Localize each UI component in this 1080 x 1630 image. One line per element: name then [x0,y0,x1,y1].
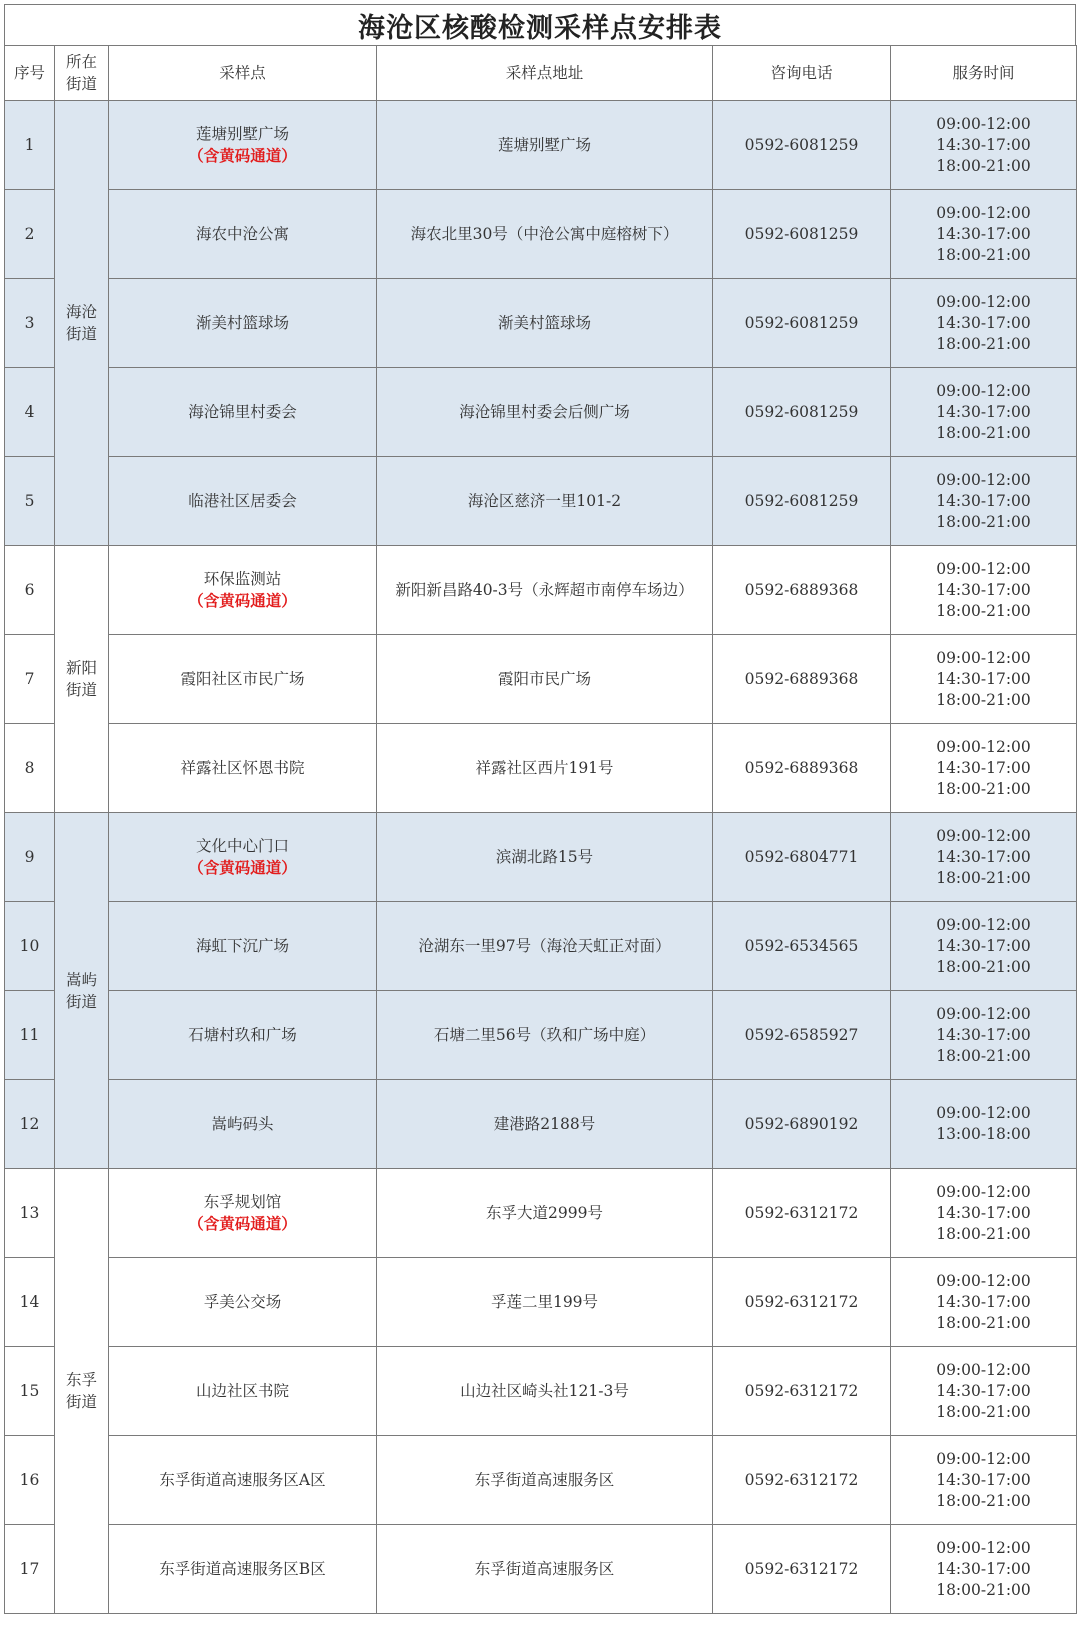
time-slot: 09:00-12:00 [936,292,1031,311]
site-name: 文化中心门口 [195,837,289,855]
row-hours [891,991,1077,1080]
time-slot: 09:00-12:00 [936,1538,1031,1557]
row-seq: 17 [5,1525,55,1614]
time-slot: 18:00-21:00 [936,779,1031,798]
time-slot: 14:30-17:00 [936,491,1031,510]
site-name: 东孚街道高速服务区A区 [159,1470,326,1489]
time-slot: 14:30-17:00 [936,224,1031,243]
row-phone: 0592-6890192 [713,1080,891,1169]
header-address: 采样点地址 [377,46,713,101]
row-site [109,1080,377,1169]
row-site [109,635,377,724]
street-name: 海沧街道 [65,303,97,343]
time-slot: 09:00-12:00 [936,1360,1031,1379]
table-row [5,991,1077,1080]
table-row [5,368,1077,457]
time-slot: 18:00-21:00 [936,1491,1031,1510]
table-row [5,279,1077,368]
time-slot: 09:00-12:00 [936,1182,1031,1201]
row-seq: 2 [5,190,55,279]
time-slot: 09:00-12:00 [936,203,1031,222]
time-slot: 14:30-17:00 [936,402,1031,421]
time-slot: 18:00-21:00 [936,601,1031,620]
row-hours [891,101,1077,190]
table-body [5,101,1077,1614]
row-phone: 0592-6312172 [713,1525,891,1614]
site-name: 海虹下沉广场 [195,936,289,955]
row-address: 祥露社区西片191号 [377,724,713,813]
row-hours [891,724,1077,813]
row-address: 海农北里30号（中沧公寓中庭榕树下） [377,190,713,279]
table-row [5,902,1077,991]
row-phone: 0592-6081259 [713,101,891,190]
row-address: 莲塘别墅广场 [377,101,713,190]
row-address: 渐美村篮球场 [377,279,713,368]
row-address: 霞阳市民广场 [377,635,713,724]
time-slot: 18:00-21:00 [936,1580,1031,1599]
table-row [5,1169,1077,1258]
site-name: 霞阳社区市民广场 [180,669,305,688]
time-slot: 14:30-17:00 [936,847,1031,866]
row-seq: 10 [5,902,55,991]
site-name: 临港社区居委会 [188,491,297,510]
row-seq: 1 [5,101,55,190]
row-seq: 11 [5,991,55,1080]
row-seq: 14 [5,1258,55,1347]
row-address: 沧湖东一里97号（海沧天虹正对面） [377,902,713,991]
row-address: 山边社区崎头社121-3号 [377,1347,713,1436]
header-seq: 序号 [5,46,55,101]
row-address: 东孚大道2999号 [377,1169,713,1258]
row-site [109,190,377,279]
row-hours [891,902,1077,991]
row-address: 东孚街道高速服务区 [377,1436,713,1525]
time-slot: 14:30-17:00 [936,1292,1031,1311]
time-slot: 14:30-17:00 [936,313,1031,332]
row-site [109,1347,377,1436]
row-hours [891,1258,1077,1347]
header-phone: 咨询电话 [713,46,891,101]
time-slot: 09:00-12:00 [936,114,1031,133]
table-row [5,813,1077,902]
time-slot: 09:00-12:00 [936,826,1031,845]
time-slot: 13:00-18:00 [936,1125,1031,1143]
time-slot: 14:30-17:00 [936,936,1031,955]
row-address: 海沧区慈济一里101-2 [377,457,713,546]
row-seq: 16 [5,1436,55,1525]
time-slot: 18:00-21:00 [936,868,1031,887]
yellow-code-badge: （含黄码通道） [188,591,297,610]
table-row [5,101,1077,190]
time-slot: 18:00-21:00 [936,423,1031,442]
table-row [5,1347,1077,1436]
street-name: 嵩屿街道 [65,970,97,1011]
row-phone: 0592-6889368 [713,724,891,813]
row-address: 孚莲二里199号 [377,1258,713,1347]
time-slot: 09:00-12:00 [936,648,1031,667]
row-site [109,368,377,457]
row-phone: 0592-6312172 [713,1436,891,1525]
row-phone: 0592-6312172 [713,1347,891,1436]
row-hours [891,1169,1077,1258]
time-slot: 18:00-21:00 [936,334,1031,353]
row-site [109,813,377,902]
time-slot: 14:30-17:00 [936,1025,1031,1044]
time-slot: 18:00-21:00 [936,1046,1031,1065]
header-hours: 服务时间 [891,46,1077,101]
street-name: 新阳街道 [65,659,97,699]
row-seq: 15 [5,1347,55,1436]
site-name: 莲塘别墅广场 [195,125,289,143]
row-site [109,546,377,635]
site-name: 环保监测站 [203,570,282,588]
row-site [109,902,377,991]
table-row [5,635,1077,724]
yellow-code-badge: （含黄码通道） [188,1214,297,1233]
row-phone: 0592-6081259 [713,368,891,457]
time-slot: 18:00-21:00 [936,245,1031,264]
row-site [109,279,377,368]
row-site [109,1169,377,1258]
site-name: 海沧锦里村委会 [188,402,297,421]
site-name: 东孚规划馆 [203,1193,282,1211]
row-seq: 8 [5,724,55,813]
row-hours [891,190,1077,279]
row-phone: 0592-6889368 [713,635,891,724]
row-hours [891,457,1077,546]
time-slot: 18:00-21:00 [936,1313,1031,1332]
row-hours [891,813,1077,902]
site-name: 孚美公交场 [203,1292,282,1311]
header-row [5,46,1077,101]
street-cell [55,101,109,546]
row-seq: 3 [5,279,55,368]
table-row [5,724,1077,813]
row-site [109,991,377,1080]
time-slot: 14:30-17:00 [936,580,1031,599]
row-site [109,457,377,546]
time-slot: 18:00-21:00 [936,690,1031,709]
yellow-code-badge: （含黄码通道） [188,858,297,877]
row-phone: 0592-6081259 [713,457,891,546]
time-slot: 18:00-21:00 [936,1224,1031,1243]
table-row [5,1080,1077,1169]
row-site [109,1436,377,1525]
row-seq: 13 [5,1169,55,1258]
row-address: 建港路2188号 [377,1080,713,1169]
row-phone: 0592-6889368 [713,546,891,635]
row-hours [891,1525,1077,1614]
time-slot: 09:00-12:00 [936,1449,1031,1468]
site-name: 山边社区书院 [195,1381,289,1400]
time-slot: 14:30-17:00 [936,669,1031,688]
table-row [5,190,1077,279]
site-name: 石塘村玖和广场 [188,1025,297,1044]
row-seq: 9 [5,813,55,902]
row-seq: 7 [5,635,55,724]
table-row [5,1525,1077,1614]
row-phone: 0592-6312172 [713,1258,891,1347]
time-slot: 14:30-17:00 [936,1381,1031,1400]
site-name: 祥露社区怀恩书院 [180,758,305,777]
time-slot: 14:30-17:00 [936,1559,1031,1578]
time-slot: 09:00-12:00 [936,915,1031,934]
row-hours [891,279,1077,368]
row-phone: 0592-6585927 [713,991,891,1080]
row-phone: 0592-6081259 [713,190,891,279]
row-phone: 0592-6312172 [713,1169,891,1258]
yellow-code-badge: （含黄码通道） [188,146,297,165]
time-slot: 09:00-12:00 [936,737,1031,756]
street-cell [55,1169,109,1614]
site-name: 渐美村篮球场 [195,313,289,332]
row-hours [891,546,1077,635]
row-site [109,101,377,190]
time-slot: 09:00-12:00 [936,470,1031,489]
row-seq: 6 [5,546,55,635]
row-phone: 0592-6081259 [713,279,891,368]
row-address: 新阳新昌路40-3号（永辉超市南停车场边） [377,546,713,635]
table-row [5,457,1077,546]
row-site [109,1525,377,1614]
time-slot: 14:30-17:00 [936,135,1031,154]
row-hours [891,1347,1077,1436]
row-hours [891,368,1077,457]
site-name: 嵩屿码头 [211,1114,274,1133]
header-street [55,46,109,101]
site-name: 东孚街道高速服务区B区 [159,1559,326,1578]
header-street-label: 所在街道 [65,53,97,93]
time-slot: 14:30-17:00 [936,1470,1031,1489]
time-slot: 09:00-12:00 [936,381,1031,400]
time-slot: 09:00-12:00 [936,1004,1031,1023]
time-slot: 09:00-12:00 [936,1104,1031,1122]
row-address: 海沧锦里村委会后侧广场 [377,368,713,457]
schedule-table [4,45,1077,1614]
time-slot: 18:00-21:00 [936,512,1031,531]
street-cell [55,546,109,813]
time-slot: 09:00-12:00 [936,559,1031,578]
schedule-sheet [4,4,1076,1614]
row-site [109,724,377,813]
time-slot: 18:00-21:00 [936,957,1031,976]
time-slot: 09:00-12:00 [936,1271,1031,1290]
row-address: 石塘二里56号（玖和广场中庭） [377,991,713,1080]
time-slot: 14:30-17:00 [936,1203,1031,1222]
row-hours [891,1080,1077,1169]
table-row [5,546,1077,635]
row-address: 东孚街道高速服务区 [377,1525,713,1614]
row-seq: 5 [5,457,55,546]
site-name: 海农中沧公寓 [195,224,289,243]
time-slot: 18:00-21:00 [936,1402,1031,1421]
page-title: 海沧区核酸检测采样点安排表 [4,4,1076,45]
time-slot: 18:00-21:00 [936,156,1031,175]
row-site [109,1258,377,1347]
table-row [5,1258,1077,1347]
street-cell [55,813,109,1169]
header-site: 采样点 [109,46,377,101]
row-phone: 0592-6534565 [713,902,891,991]
street-name: 东孚街道 [65,1371,97,1411]
table-row [5,1436,1077,1525]
row-hours [891,635,1077,724]
row-address: 滨湖北路15号 [377,813,713,902]
time-slot: 14:30-17:00 [936,758,1031,777]
row-hours [891,1436,1077,1525]
row-seq: 12 [5,1080,55,1169]
row-seq: 4 [5,368,55,457]
row-phone: 0592-6804771 [713,813,891,902]
